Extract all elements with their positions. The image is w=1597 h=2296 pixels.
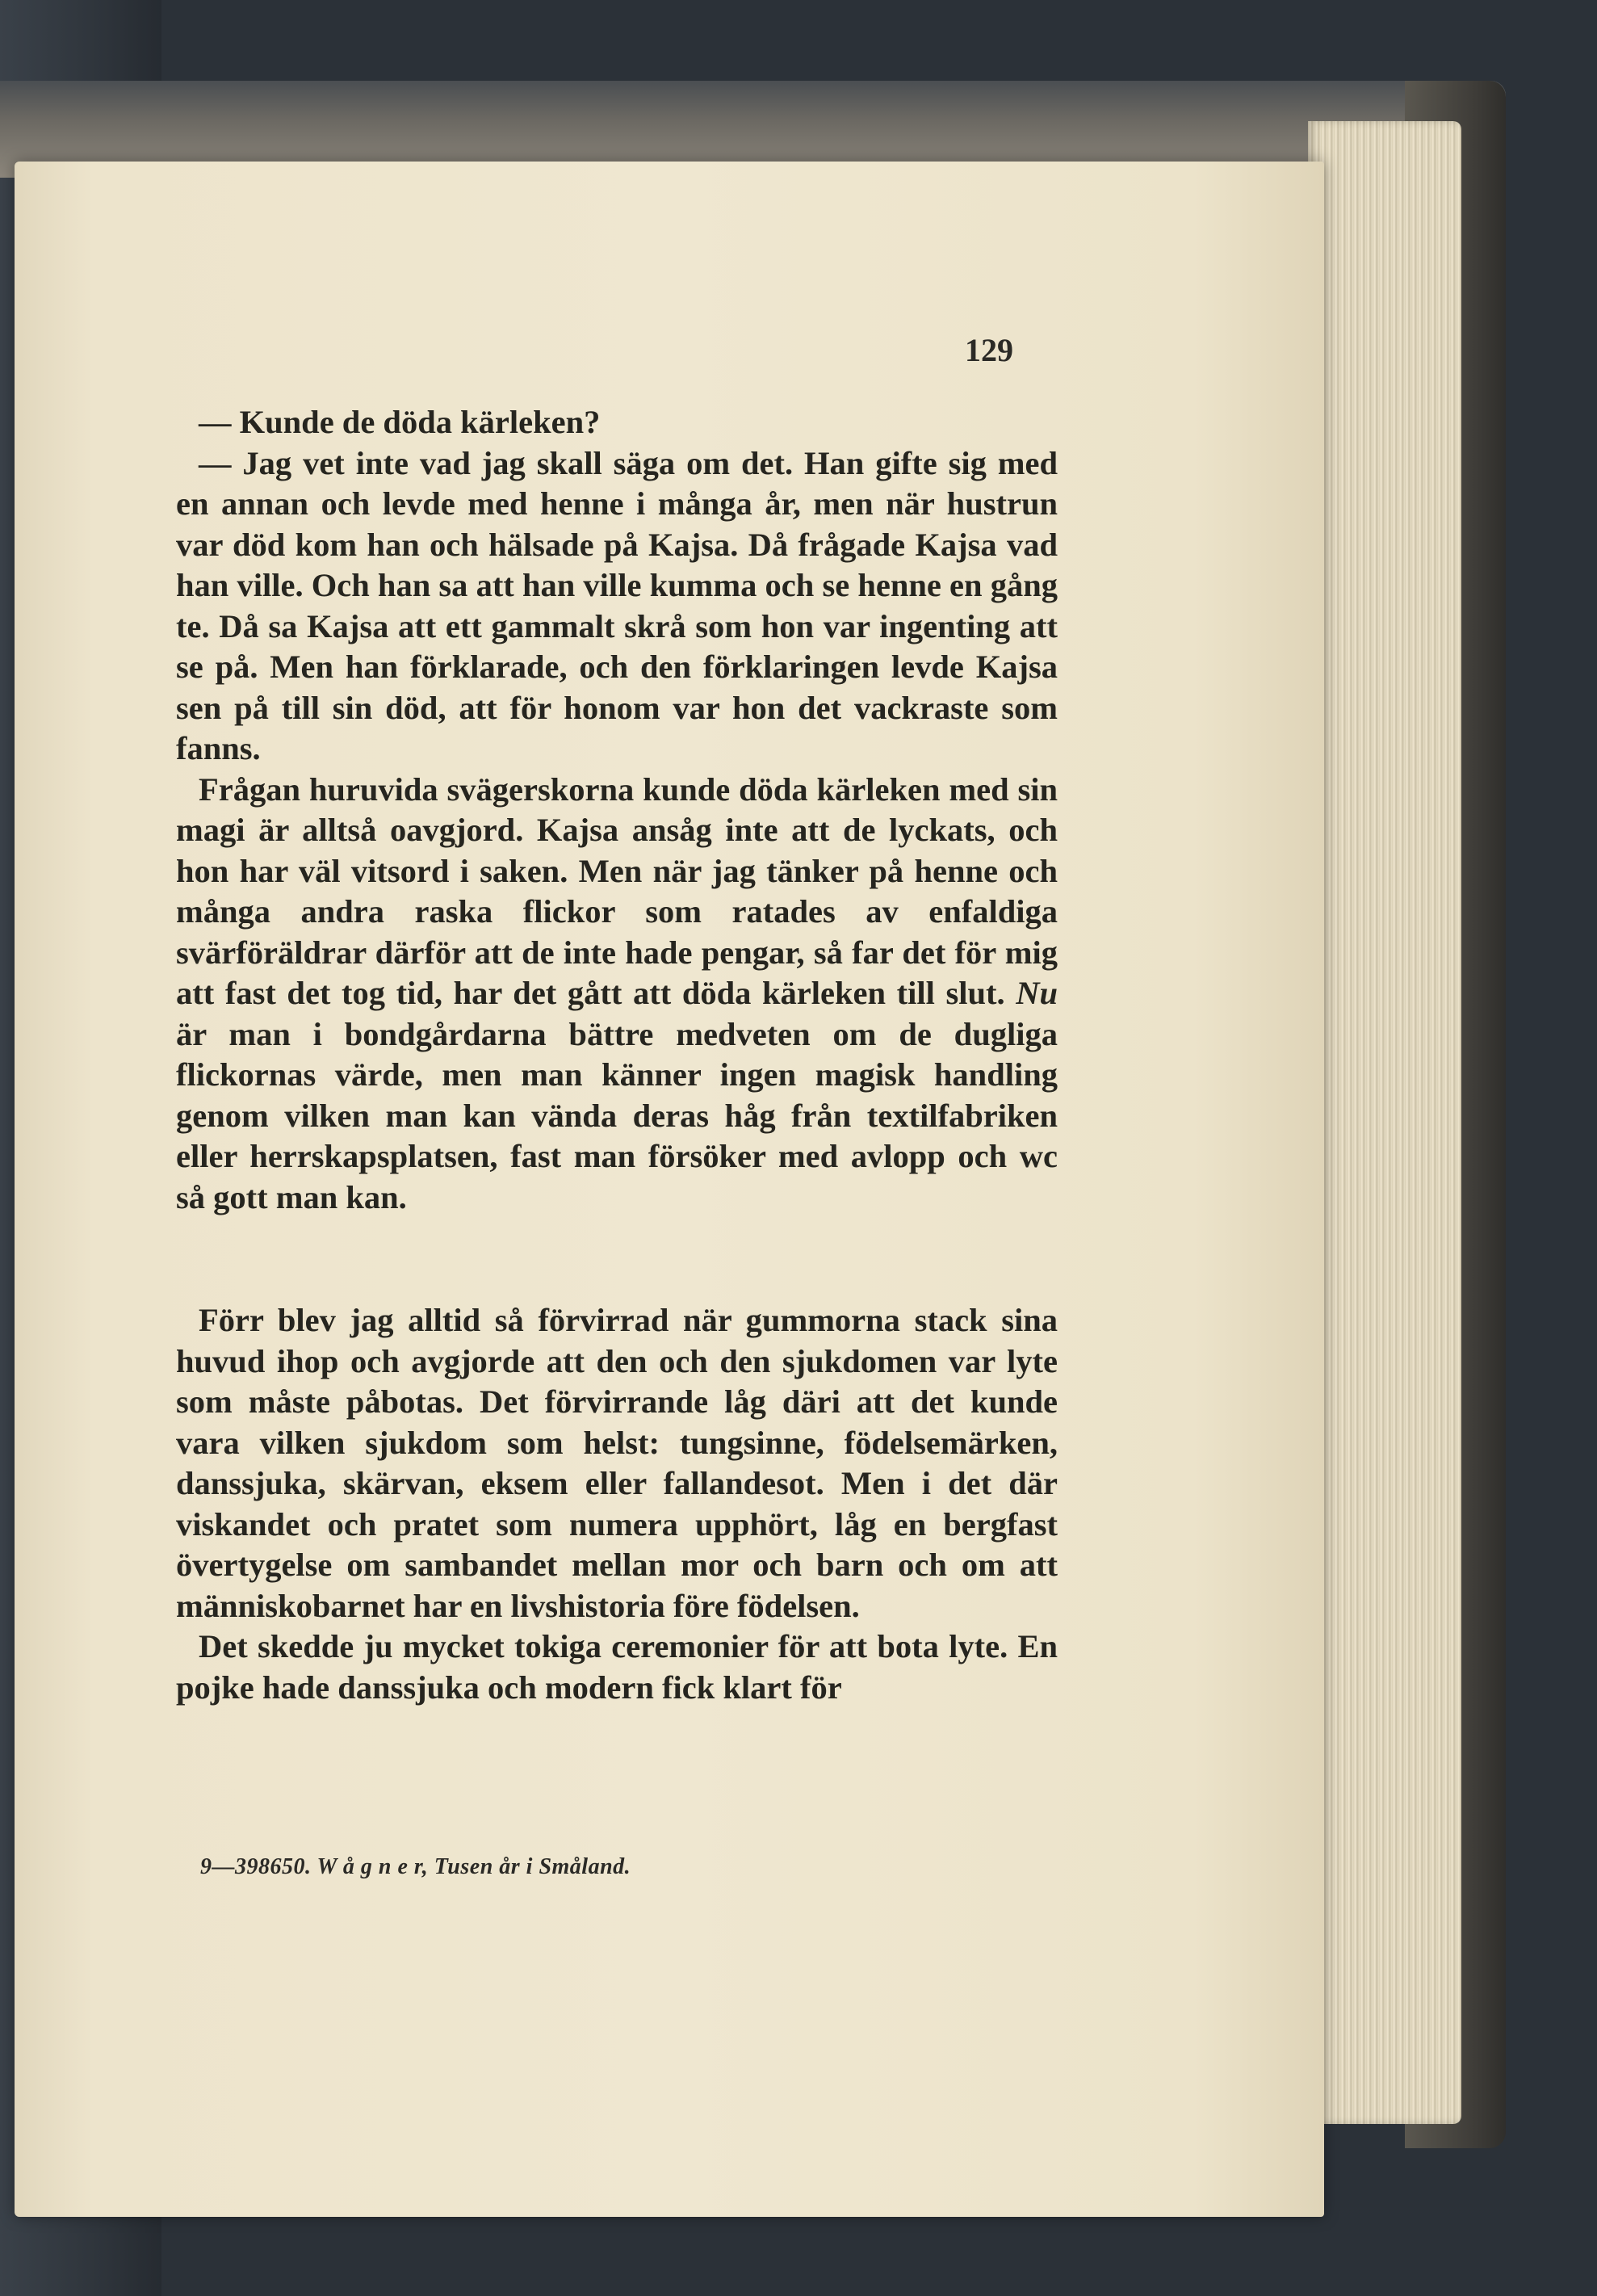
paragraph-3 xyxy=(176,770,1058,1219)
italic-word: Nu xyxy=(1016,975,1058,1011)
body-text xyxy=(176,402,1058,1708)
section-break xyxy=(176,1218,1058,1300)
paragraph-3-text: Frågan huruvida svägerskorna kunde döda kärleken med sin magi är alltså oavgjord. Kajsa ansåg inte att de lyckats, och hon har väl vitsord i saken. Men när jag tänker på henne och många andra raska flickor som ratades av enfaldiga svärföräldrar därför att de inte hade pengar, så far det för mig att fast det tog tid, xyxy=(176,770,1058,1011)
printer-signature: 9—398650. W å g n e r, Tusen år i Småland. xyxy=(200,1854,631,1879)
paragraph-5: Det skedde ju mycket tokiga ceremonier för att bota lyte. En pojke hade danssjuka och modern fick klart för xyxy=(176,1628,1058,1706)
paragraph-2: — Jag vet inte vad jag skall säga om det. Han gifte sig med en annan och levde med henne i många år, men när hustrun var död kom han och hälsade på Kajsa. Då frågade Kajsa vad han ville. Och han sa att han ville kumma och se henne en gång te. Då sa Kajsa att ett gammalt skrå som hon var ingenting att se på. Men han förklarade, och den förklaringen levde Kajsa sen på till sin död, att för honom var hon det vackraste som fanns. xyxy=(176,444,1058,766)
page-edges xyxy=(1308,121,1461,2124)
page-number: 129 xyxy=(965,332,1013,368)
paragraph-4: Förr blev jag alltid så förvirrad när gummorna stack sina huvud ihop och avgjorde att den och den sjukdomen var lyte som måste påbotas. Det förvirrande låg däri att det kunde vara vilken sjukdom som helst: tungsinne, födelsemärken, danssjuka, skärvan, eksem eller fallandesot. Men i det där viskandet och pratet som numera upphört, låg en bergfast övertygelse om sambandet mellan mor och barn och om att människobarnet har en livshistoria före födelsen. xyxy=(176,1302,1058,1624)
paragraph-3-tail: har det gått att döda kärleken till slut. xyxy=(453,975,1016,1011)
paragraph-1: — Kunde de döda kärleken? xyxy=(199,404,601,440)
paragraph-3-end: är man i bondgårdarna bättre medveten om de dugliga flickornas värde, men man känner ingen magisk handling genom vilken man kan vända deras håg från textilfabriken eller herrskapsplatsen, fast man försöker med avlopp och wc så gott man kan. xyxy=(176,1015,1058,1215)
